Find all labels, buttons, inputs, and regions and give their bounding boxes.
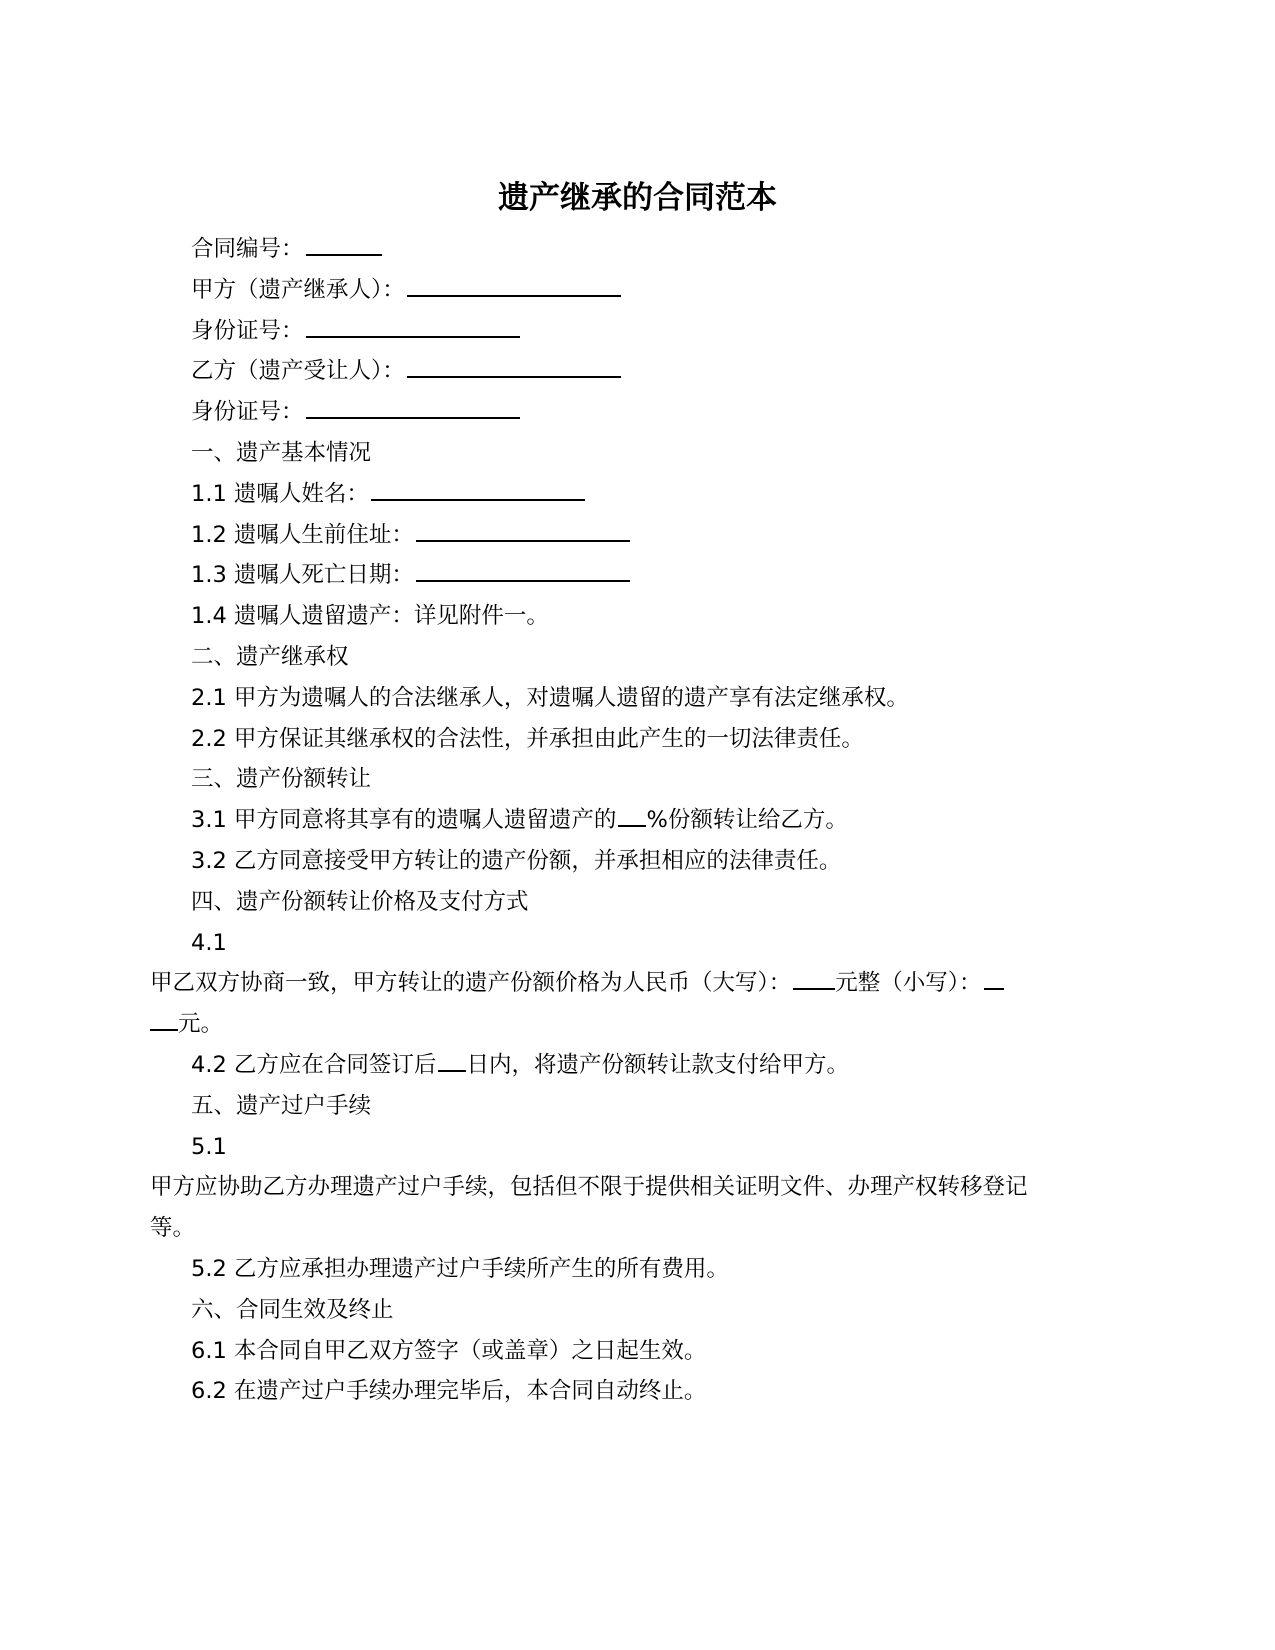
party-a-id-blank[interactable] bbox=[306, 314, 520, 338]
price-lowercase-blank-part-1[interactable] bbox=[984, 966, 1004, 990]
payment-days-blank[interactable] bbox=[438, 1048, 466, 1072]
clause-4-2 bbox=[150, 1045, 1130, 1086]
section-1-heading: 一、遗产基本情况 bbox=[191, 439, 372, 466]
clause-2-2: 2.2 甲方保证其继承权的合法性，并承担由此产生的一切法律责任。 bbox=[191, 725, 864, 752]
clause-5-1-number: 5.1 bbox=[191, 1133, 227, 1160]
clause-4-1-text-c: 元。 bbox=[178, 1011, 224, 1038]
clause-3-2: 3.2 乙方同意接受甲方转让的遗产份额，并承担相应的法律责任。 bbox=[191, 847, 842, 874]
clause-1-1-text: 1.1 遗嘱人姓名： bbox=[191, 480, 369, 507]
party-a-label: 甲方（遗产继承人）： bbox=[191, 276, 405, 303]
share-percent-blank[interactable] bbox=[618, 803, 646, 827]
section-5-heading: 五、遗产过户手续 bbox=[191, 1092, 372, 1119]
party-b-id-line bbox=[150, 392, 1130, 433]
clause-2-1: 2.1 甲方为遗嘱人的合法继承人，对遗嘱人遗留的遗产享有法定继承权。 bbox=[191, 684, 909, 711]
document-body bbox=[150, 229, 1130, 1412]
party-b-id-label: 身份证号： bbox=[191, 399, 304, 426]
clause-5-2: 5.2 乙方应承担办理遗产过户手续所产生的所有费用。 bbox=[191, 1255, 729, 1282]
testator-address-blank[interactable] bbox=[416, 518, 630, 542]
testator-death-date-blank[interactable] bbox=[416, 558, 630, 582]
clause-4-1-text-b: 元整（小写）： bbox=[835, 970, 982, 997]
party-a-line bbox=[150, 270, 1130, 311]
price-lowercase-blank-part-2[interactable] bbox=[150, 1007, 178, 1031]
clause-6-2: 6.2 在遗产过户手续办理完毕后，本合同自动终止。 bbox=[191, 1378, 707, 1405]
clause-1-3 bbox=[150, 555, 1130, 596]
clause-3-1 bbox=[150, 800, 1130, 841]
clause-4-2-text-a: 4.2 乙方应在合同签订后 bbox=[191, 1051, 437, 1078]
party-b-blank[interactable] bbox=[407, 354, 621, 378]
clause-4-1-line-2 bbox=[150, 1004, 1130, 1045]
document-title: 遗产继承的合同范本 bbox=[498, 180, 777, 216]
clause-4-2-text-b: 日内，将遗产份额转让款支付给甲方。 bbox=[466, 1051, 849, 1078]
clause-5-1-line-2: 等。 bbox=[150, 1215, 196, 1242]
section-4-heading: 四、遗产份额转让价格及支付方式 bbox=[191, 888, 529, 915]
contract-number-line bbox=[150, 229, 1130, 270]
clause-1-2-text: 1.2 遗嘱人生前住址： bbox=[191, 521, 414, 548]
party-b-line bbox=[150, 351, 1130, 392]
clause-4-1-text-a: 甲乙双方协商一致，甲方转让的遗产份额价格为人民币（大写）： bbox=[150, 970, 792, 997]
clause-1-4: 1.4 遗嘱人遗留遗产：详见附件一。 bbox=[191, 603, 549, 630]
section-6-heading: 六、合同生效及终止 bbox=[191, 1296, 394, 1323]
party-a-id-line bbox=[150, 311, 1130, 352]
contract-number-label: 合同编号： bbox=[191, 236, 304, 262]
section-2-heading: 二、遗产继承权 bbox=[191, 643, 349, 670]
clause-3-1-text-a: 3.1 甲方同意将其享有的遗嘱人遗留遗产的 bbox=[191, 807, 617, 834]
clause-6-1: 6.1 本合同自甲乙双方签字（或盖章）之日起生效。 bbox=[191, 1337, 707, 1364]
party-a-id-label: 身份证号： bbox=[191, 317, 304, 344]
clause-4-1-number: 4.1 bbox=[191, 929, 227, 956]
clause-4-1-line-1 bbox=[150, 963, 1130, 1004]
clause-1-2 bbox=[150, 515, 1130, 556]
price-uppercase-blank[interactable] bbox=[793, 966, 835, 990]
clause-1-1 bbox=[150, 474, 1130, 515]
section-3-heading: 三、遗产份额转让 bbox=[191, 766, 372, 793]
party-b-id-blank[interactable] bbox=[306, 395, 520, 419]
testator-name-blank[interactable] bbox=[371, 477, 585, 501]
contract-number-blank[interactable] bbox=[306, 232, 382, 256]
clause-5-1-line-1: 甲方应协助乙方办理遗产过户手续，包括但不限于提供相关证明文件、办理产权转移登记 bbox=[150, 1174, 1028, 1201]
clause-3-1-text-b: %份额转让给乙方。 bbox=[646, 807, 848, 834]
party-b-label: 乙方（遗产受让人）： bbox=[191, 358, 405, 385]
party-a-blank[interactable] bbox=[407, 273, 621, 297]
clause-1-3-text: 1.3 遗嘱人死亡日期： bbox=[191, 562, 414, 589]
